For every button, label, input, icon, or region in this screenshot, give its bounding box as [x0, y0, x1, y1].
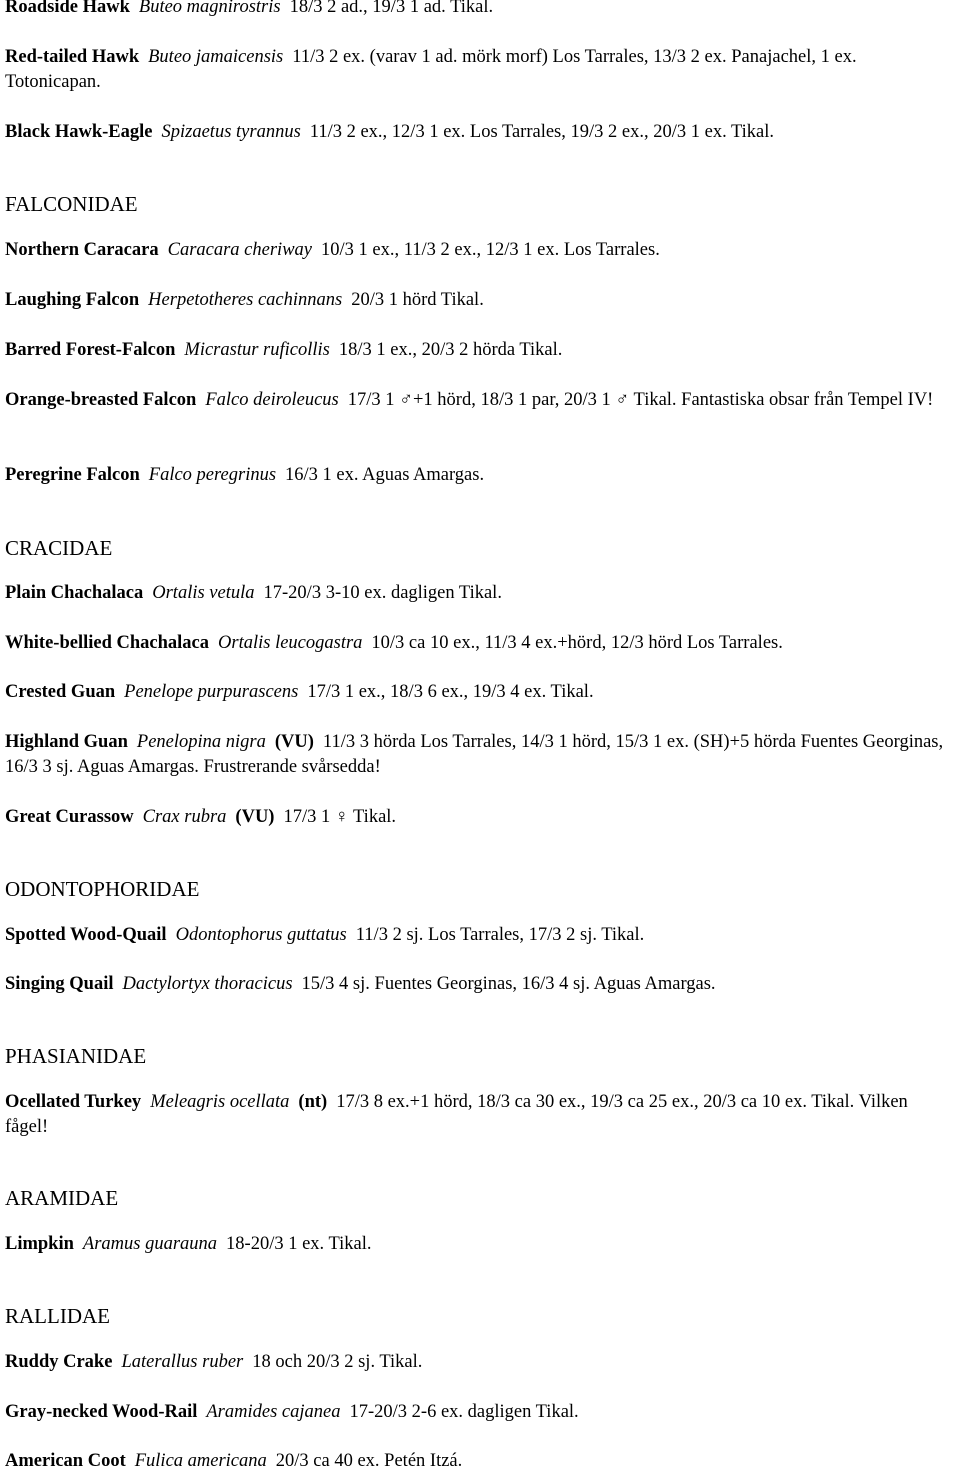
- conservation-status: (VU): [274, 732, 314, 752]
- scientific-name: Falco deiroleucus: [205, 390, 339, 410]
- observation-text: 18/3 1 ex., 20/3 2 hörda Tikal.: [338, 340, 563, 360]
- observation-text: 11/3 2 ex. (varav 1 ad. mörk morf) Los Tarrales, 13/3 2 ex. Panajachel, 1 ex. Totonicapan.: [5, 47, 857, 92]
- family-heading-rallidae: RALLIDAE: [5, 1304, 110, 1328]
- species-entry-red-tailed-hawk: [5, 45, 954, 95]
- common-name: Ruddy Crake: [5, 1352, 113, 1372]
- species-entry-great-curassow: [5, 805, 954, 830]
- conservation-status: (VU): [235, 807, 275, 827]
- family-heading-falconidae: FALCONIDAE: [5, 192, 138, 216]
- observation-text: 17-20/3 2-6 ex. dagligen Tikal.: [349, 1402, 579, 1422]
- scientific-name: Caracara cheriway: [167, 240, 312, 260]
- observation-text: 16/3 1 ex. Aguas Amargas.: [285, 465, 485, 485]
- species-entry-laughing-falcon: [5, 288, 954, 313]
- common-name: Orange-breasted Falcon: [5, 390, 197, 410]
- scientific-name: Buteo jamaicensis: [148, 47, 284, 67]
- common-name: Great Curassow: [5, 807, 134, 827]
- species-entry-american-coot: [5, 1449, 954, 1474]
- scientific-name: Laterallus ruber: [121, 1352, 244, 1372]
- scientific-name: Spizaetus tyrannus: [161, 122, 301, 142]
- common-name: Northern Caracara: [5, 240, 159, 260]
- species-entry-crested-guan: [5, 680, 954, 705]
- scientific-name: Meleagris ocellata: [150, 1092, 290, 1112]
- conservation-status: (nt): [298, 1092, 328, 1112]
- species-entry-highland-guan: [5, 730, 954, 780]
- scientific-name: Dactylortyx thoracicus: [122, 974, 293, 994]
- common-name: Peregrine Falcon: [5, 465, 140, 485]
- common-name: Roadside Hawk: [5, 0, 130, 17]
- scientific-name: Buteo magnirostris: [138, 0, 281, 17]
- common-name: Singing Quail: [5, 974, 114, 994]
- species-entry-limpkin: [5, 1232, 954, 1257]
- common-name: Crested Guan: [5, 682, 116, 702]
- observation-text: 18 och 20/3 2 sj. Tikal.: [252, 1352, 423, 1372]
- scientific-name: Ortalis vetula: [152, 583, 255, 603]
- common-name: Spotted Wood-Quail: [5, 925, 167, 945]
- common-name: Limpkin: [5, 1234, 74, 1254]
- observation-text: 17/3 1 ♀ Tikal.: [283, 807, 397, 827]
- scientific-name: Aramus guarauna: [82, 1234, 218, 1254]
- species-entry-orange-breasted-falcon: [5, 388, 954, 413]
- observation-text: 17-20/3 3-10 ex. dagligen Tikal.: [263, 583, 502, 603]
- species-entry-peregrine-falcon: [5, 463, 954, 488]
- observation-text: 10/3 ca 10 ex., 11/3 4 ex.+hörd, 12/3 hörd Los Tarrales.: [371, 633, 783, 653]
- observation-text: 17/3 1 ex., 18/3 6 ex., 19/3 4 ex. Tikal.: [307, 682, 594, 702]
- family-heading-phasianidae: PHASIANIDAE: [5, 1044, 147, 1068]
- observation-text: 11/3 2 sj. Los Tarrales, 17/3 2 sj. Tikal.: [355, 925, 645, 945]
- observation-text: 18-20/3 1 ex. Tikal.: [226, 1234, 372, 1254]
- family-heading-odontophoridae: ODONTOPHORIDAE: [5, 877, 200, 901]
- scientific-name: Aramides cajanea: [206, 1402, 341, 1422]
- family-heading-cracidae: CRACIDAE: [5, 536, 113, 560]
- species-entry-spotted-wood-quail: [5, 923, 954, 948]
- common-name: Ocellated Turkey: [5, 1092, 142, 1112]
- family-heading-aramidae: ARAMIDAE: [5, 1186, 119, 1210]
- common-name: Barred Forest-Falcon: [5, 340, 176, 360]
- observation-text: 20/3 1 hörd Tikal.: [351, 290, 484, 310]
- species-entry-ocellated-turkey: [5, 1090, 954, 1140]
- scientific-name: Odontophorus guttatus: [175, 925, 347, 945]
- observation-text: 10/3 1 ex., 11/3 2 ex., 12/3 1 ex. Los Tarrales.: [321, 240, 660, 260]
- species-entry-roadside-hawk: [5, 0, 954, 20]
- species-entry-singing-quail: [5, 972, 954, 997]
- scientific-name: Ortalis leucogastra: [218, 633, 363, 653]
- observation-text: 17/3 8 ex.+1 hörd, 18/3 ca 30 ex., 19/3 ca 25 ex., 20/3 ca 10 ex. Tikal. Vilken fågel!: [5, 1092, 908, 1137]
- observation-text: 15/3 4 sj. Fuentes Georginas, 16/3 4 sj. Aguas Amargas.: [301, 974, 716, 994]
- common-name: American Coot: [5, 1451, 126, 1471]
- common-name: Black Hawk-Eagle: [5, 122, 153, 142]
- common-name: Highland Guan: [5, 732, 128, 752]
- observation-text: 17/3 1 ♂+1 hörd, 18/3 1 par, 20/3 1 ♂ Tikal. Fantastiska obsar från Tempel IV!: [347, 390, 934, 410]
- common-name: Red-tailed Hawk: [5, 47, 140, 67]
- species-entry-white-bellied-chachalaca: [5, 631, 954, 656]
- scientific-name: Herpetotheres cachinnans: [148, 290, 343, 310]
- scientific-name: Penelope purpurascens: [124, 682, 299, 702]
- scientific-name: Falco peregrinus: [148, 465, 277, 485]
- species-entry-northern-caracara: [5, 238, 954, 263]
- observation-text: 11/3 2 ex., 12/3 1 ex. Los Tarrales, 19/3 2 ex., 20/3 1 ex. Tikal.: [309, 122, 775, 142]
- species-entry-ruddy-crake: [5, 1350, 954, 1375]
- observation-text: 20/3 ca 40 ex. Petén Itzá.: [275, 1451, 463, 1471]
- species-entry-black-hawk-eagle: [5, 120, 954, 145]
- observation-text: 11/3 3 hörda Los Tarrales, 14/3 1 hörd, 15/3 1 ex. (SH)+5 hörda Fuentes Georginas, 16/3 3 sj. Aguas Amargas. Frustrerande svårsedda!: [5, 732, 944, 777]
- scientific-name: Fulica americana: [134, 1451, 267, 1471]
- common-name: White-bellied Chachalaca: [5, 633, 210, 653]
- species-entry-barred-forest-falcon: [5, 338, 954, 363]
- scientific-name: Micrastur ruficollis: [184, 340, 330, 360]
- common-name: Laughing Falcon: [5, 290, 140, 310]
- species-entry-plain-chachalaca: [5, 581, 954, 606]
- observation-text: 18/3 2 ad., 19/3 1 ad. Tikal.: [289, 0, 494, 17]
- scientific-name: Crax rubra: [142, 807, 227, 827]
- common-name: Plain Chachalaca: [5, 583, 144, 603]
- common-name: Gray-necked Wood-Rail: [5, 1402, 198, 1422]
- species-entry-gray-necked-wood-rail: [5, 1400, 954, 1425]
- scientific-name: Penelopina nigra: [136, 732, 266, 752]
